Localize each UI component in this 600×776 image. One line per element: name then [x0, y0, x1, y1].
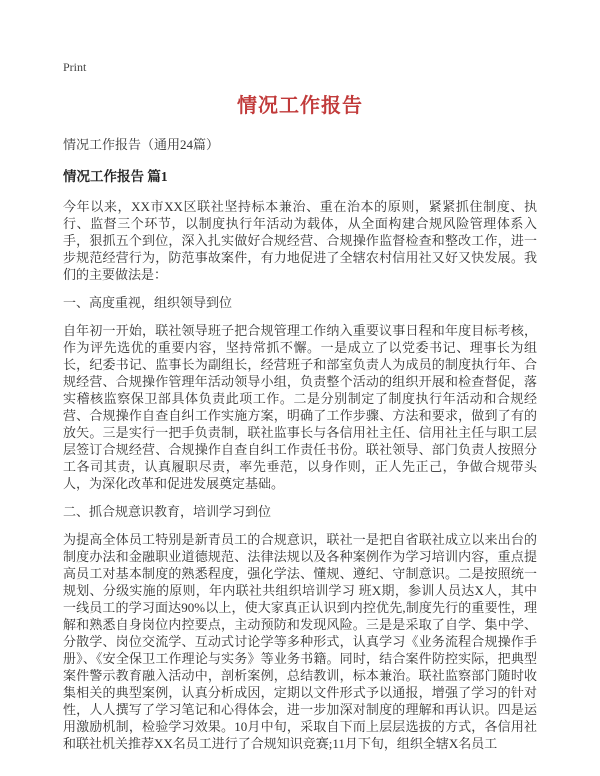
- print-link[interactable]: Print: [63, 60, 87, 74]
- section-heading: 情况工作报告 篇1: [63, 169, 168, 184]
- paragraph-intro: 今年以来，XX市XX区联社坚持标本兼治、重在治本的原则，紧紧抓住制度、执行、监督三个环节，以制度执行年活动为载体，从全面构建合规风险管理体系入手，狠抓五个到位，深入扎实做好合规经营、合规操作监督检查和整改工作，进一步规范经营行为，防范事故案件，有力地促进了全辖农村信用社又好又快发展。我们的主要做法是：: [63, 199, 537, 282]
- page-subtitle: 情况工作报告（通用24篇）: [63, 137, 220, 152]
- paragraph-section-1: 自年初一开始，联社领导班子把合规管理工作纳入重要议事日程和年度目标考核，作为评先选优的重要内容，坚持常抓不懈。一是成立了以党委书记、理事长为组长，纪委书记、监事长为副组长，经营班子和部室负责人为成员的制度执行年、合规经营、合规操作管理年活动领导小组，负责整个活动的组织开展和检查督促，落实稽核监察保卫部具体负责此项工作。二是分别制定了制度执行年活动和合规经营、合规操作自查自纠工作实施方案，明确了工作步骤、方法和要求，做到了有的放矢。三是实行一把手负责制，联社监事长与各信用社主任、信用社主任与职工层层签订合规经营、合规操作自查自纠工作责任书份。联社领导、部门负责人按照分工各司其责，认真履职尽责，率先垂范，以身作则，正人先正己，争做合规带头人，为深化改革和促进发展奠定基础。: [63, 323, 537, 491]
- subsection-heading-1: 一、高度重视，组织领导到位: [63, 295, 233, 310]
- subsection-heading-2: 二、抓合规意识教育，培训学习到位: [63, 504, 272, 519]
- paragraph-section-2: 为提高全体员工特别是新青员工的合规意识，联社一是把自省联社成立以来出台的制度办法和金融职业道德规范、法律法规以及各种案例作为学习培训内容，重点提高员工对基本制度的熟悉程度，强化学法、懂规、遵纪、守制意识。二是按照统一规划、分级实施的原则，年内联社共组织培训学习 班X期，参训人员达X人，其中一线员工的学习面达90%以上，使大家真正认识到内控优先,制度先行的重要性，理解和熟悉自身岗位内控要点，主动预防和发现风险。三是是采取了自学、集中学、分散学、岗位交流学、互动式讨论学等多种形式，认真学习《业务流程合规操作手册》、《安全保卫工作理论与实务》等业务书籍。同时，结合案件防控实际，把典型案件警示教育融入活动中，剖析案例，总结教训，标本兼治。联社监察部门随时收集相关的典型案例，认真分析成因，定期以文件形式予以通报，增强了学习的针对性，人人撰写了学习笔记和心得体会，进一步加深对制度的理解和再认识。四是运用激励机制，检验学习效果。10月中旬，采取自下而上层层选拔的方式，各信用社和联社机关推荐XX名员工进行了合规知识竞赛;11月下旬，组织全辖X名员工: [63, 532, 537, 751]
- page-title: 情况工作报告: [237, 95, 363, 117]
